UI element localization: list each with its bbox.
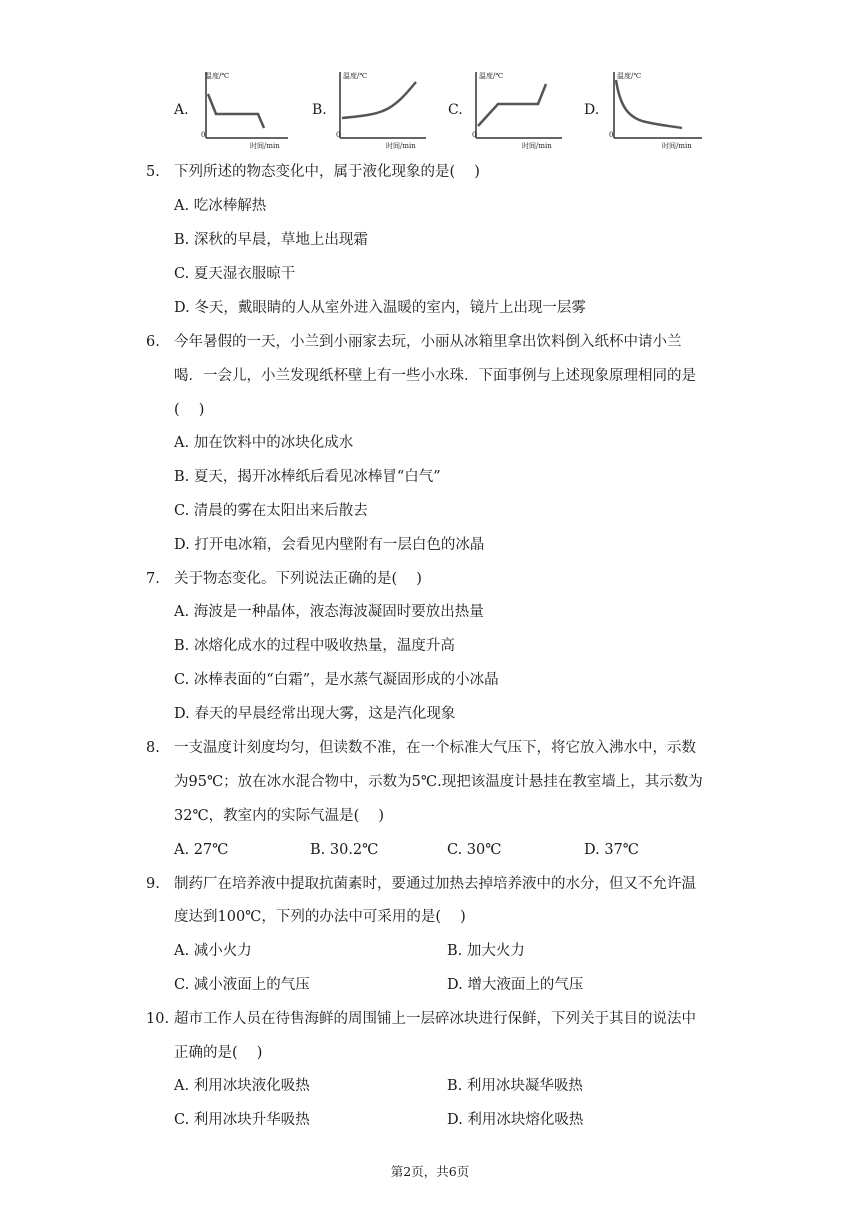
graph-option-b-label: B. [312,102,327,118]
question-stem-line: 下列所述的物态变化中，属于液化现象的是( ) [174,164,480,180]
question-stem-line: 一支温度计刻度均匀，但读数不准，在一个标准大气压下，将它放入沸水中，示数 [174,740,696,756]
option-d: D. 冬天，戴眼睛的人从室外进入温暖的室内，镜片上出现一层雾 [174,300,586,316]
option-d: D. 利用冰块熔化吸热 [447,1112,584,1128]
graph-option-a-label: A. [174,102,189,118]
option-c: C. 夏天湿衣服晾干 [174,266,296,282]
graph-a-xlabel: 时间/min [250,142,280,150]
option-b: B. 深秋的早晨，草地上出现霜 [174,232,368,248]
option-b: B. 加大火力 [447,943,525,959]
graph-d-origin: 0 [609,131,614,139]
question-number: 7. [146,571,160,587]
option-c: C. 减小液面上的气压 [174,977,310,993]
option-c: C. 30℃ [447,842,502,858]
question-stem-line: 超市工作人员在待售海鲜的周围铺上一层碎冰块进行保鲜，下列关于其目的说法中 [174,1011,696,1027]
graph-option-d-label: D. [584,102,600,118]
option-a: A. 海波是一种晶体，液态海波凝固时要放出热量 [174,604,484,620]
question-stem-line: 喝．一会儿，小兰发现纸杯壁上有一些小水珠．下面事例与上述现象原理相同的是 [174,368,696,384]
question-stem-line: 今年暑假的一天，小兰到小丽家去玩，小丽从冰箱里拿出饮料倒入纸杯中请小兰 [174,334,682,350]
option-a: A. 减小火力 [174,943,252,959]
option-d: D. 打开电冰箱，会看见内壁附有一层白色的冰晶 [174,537,485,553]
option-a: A. 加在饮料中的冰块化成水 [174,435,354,451]
graph-b-origin: 0 [336,131,341,139]
option-c: C. 利用冰块升华吸热 [174,1112,310,1128]
question-stem-line: 关于物态变化。下列说法正确的是( ) [174,571,422,587]
option-b: B. 冰熔化成水的过程中吸收热量，温度升高 [174,638,455,654]
page-footer: 第2页，共6页 [390,1164,470,1179]
graph-a-origin: 0 [201,131,206,139]
graph-a-ylabel: 温度/℃ [205,72,230,80]
graph-c-xlabel: 时间/min [522,142,552,150]
option-c: C. 冰棒表面的“白霜”，是水蒸气凝固形成的小冰晶 [174,672,499,688]
question-stem-line: 正确的是( ) [174,1045,263,1061]
question-stem-line: 制药厂在培养液中提取抗菌素时，要通过加热去掉培养液中的水分，但又不允许温 [174,876,696,892]
graph-c-origin: 0 [472,131,477,139]
graph-d-ylabel: 温度/℃ [617,72,642,80]
graph-d-xlabel: 时间/min [662,142,692,150]
question-number: 8. [146,740,160,756]
option-b: B. 利用冰块凝华吸热 [447,1078,583,1094]
option-a: A. 吃冰棒解热 [174,198,267,214]
question-stem-line: 度达到100℃，下列的办法中可采用的是( ) [174,909,466,925]
option-b: B. 夏天，揭开冰棒纸后看见冰棒冒“白气” [174,469,441,485]
option-b: B. 30.2℃ [310,842,379,858]
option-d: D. 37℃ [584,842,639,858]
graph-b-ylabel: 温度/℃ [343,72,368,80]
question-stem-line: 为95℃；放在冰水混合物中，示数为5℃.现把该温度计悬挂在教室墙上，其示数为 [174,774,703,790]
question-number: 5. [146,164,160,180]
question-number: 10. [146,1011,170,1027]
option-d: D. 增大液面上的气压 [447,977,584,993]
question-stem-line: ( ) [174,402,205,418]
option-c: C. 清晨的雾在太阳出来后散去 [174,503,368,519]
option-a: A. 利用冰块液化吸热 [174,1078,310,1094]
graph-b-xlabel: 时间/min [386,142,416,150]
option-a: A. 27℃ [174,842,229,858]
graph-c-ylabel: 温度/℃ [479,72,504,80]
question-number: 6. [146,334,160,350]
question-stem-line: 32℃，教室内的实际气温是( ) [174,808,385,824]
option-d: D. 春天的早晨经常出现大雾，这是汽化现象 [174,706,456,722]
graph-option-c-label: C. [448,102,463,118]
question-number: 9. [146,876,160,892]
